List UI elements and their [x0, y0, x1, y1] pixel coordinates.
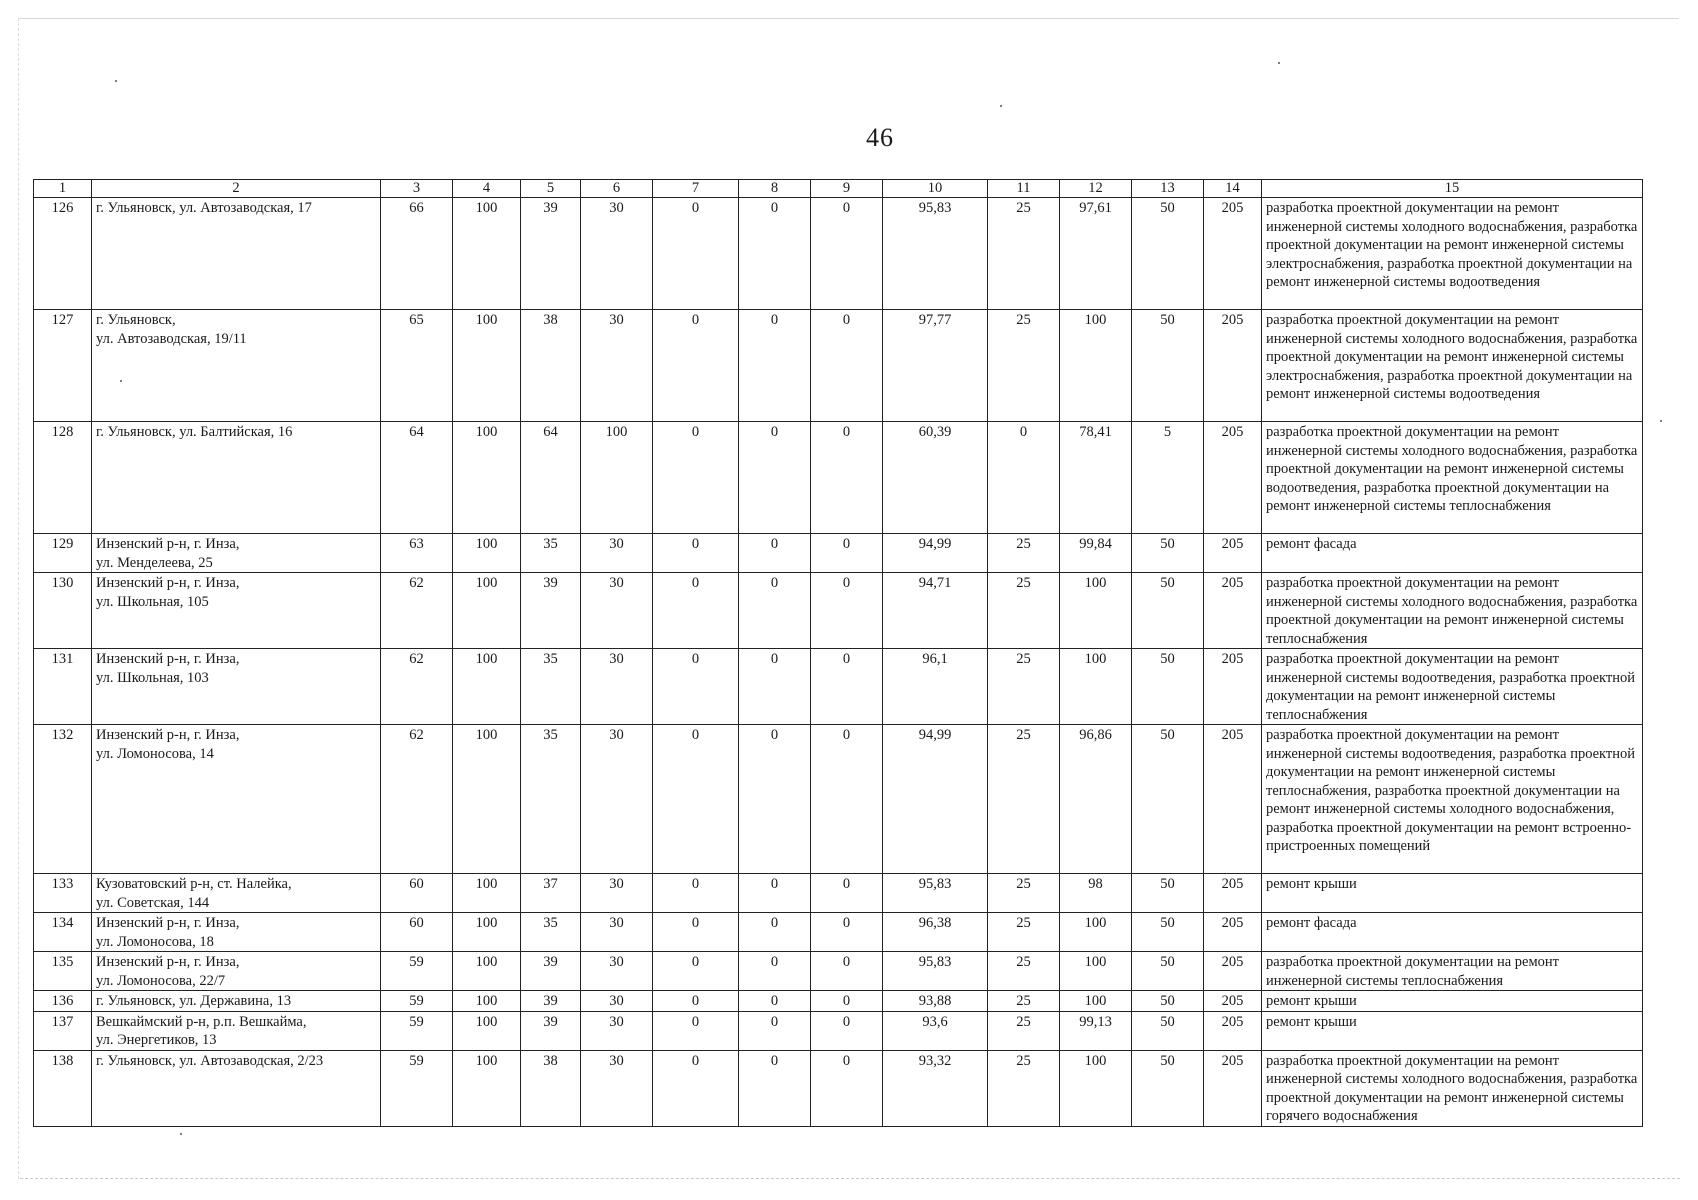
cell-row-index: 130: [34, 573, 92, 649]
cell-col-13: 50: [1132, 649, 1204, 725]
cell-work-description: ремонт крыши: [1262, 874, 1643, 913]
page-number: 46: [866, 123, 894, 152]
table-row: [34, 874, 1643, 913]
cell-col-14: 205: [1204, 913, 1262, 952]
table-row: [34, 1050, 1643, 1126]
cell-address: г. Ульяновск, ул. Автозаводская, 17: [92, 198, 381, 310]
cell-col-14: 205: [1204, 725, 1262, 874]
cell-col-5: 38: [521, 310, 581, 422]
cell-col-11: 0: [988, 422, 1060, 534]
cell-col-8: 0: [739, 649, 811, 725]
cell-col-4: 100: [453, 1011, 521, 1050]
cell-col-4: 100: [453, 725, 521, 874]
cell-col-6: 30: [581, 991, 653, 1012]
column-header-5: 5: [521, 180, 581, 198]
cell-col-11: 25: [988, 1011, 1060, 1050]
table-row: [34, 534, 1643, 573]
cell-col-10: 96,1: [883, 649, 988, 725]
table-row: [34, 725, 1643, 874]
cell-col-6: 30: [581, 534, 653, 573]
cell-col-4: 100: [453, 1050, 521, 1126]
cell-col-3: 64: [381, 422, 453, 534]
cell-col-3: 63: [381, 534, 453, 573]
cell-address: г. Ульяновск, ул. Автозаводская, 2/23: [92, 1050, 381, 1126]
table-row: [34, 913, 1643, 952]
cell-col-8: 0: [739, 310, 811, 422]
cell-col-4: 100: [453, 310, 521, 422]
cell-col-5: 39: [521, 952, 581, 991]
cell-address: г. Ульяновск, ул. Балтийская, 16: [92, 422, 381, 534]
cell-col-5: 35: [521, 725, 581, 874]
cell-address: Инзенский р-н, г. Инза, ул. Ломоносова, 22/7: [92, 952, 381, 991]
column-header-2: 2: [92, 180, 381, 198]
cell-col-5: 64: [521, 422, 581, 534]
cell-col-9: 0: [811, 649, 883, 725]
table-row: [34, 952, 1643, 991]
table-row: [34, 310, 1643, 422]
cell-col-11: 25: [988, 198, 1060, 310]
table-body: [34, 198, 1643, 1127]
cell-col-10: 93,88: [883, 991, 988, 1012]
cell-col-13: 50: [1132, 534, 1204, 573]
cell-col-7: 0: [653, 1011, 739, 1050]
column-header-8: 8: [739, 180, 811, 198]
cell-col-12: 97,61: [1060, 198, 1132, 310]
cell-col-10: 96,38: [883, 913, 988, 952]
cell-col-3: 59: [381, 952, 453, 991]
cell-address: Инзенский р-н, г. Инза, ул. Школьная, 103: [92, 649, 381, 725]
cell-col-8: 0: [739, 534, 811, 573]
cell-col-13: 50: [1132, 913, 1204, 952]
cell-col-3: 59: [381, 1011, 453, 1050]
cell-col-8: 0: [739, 874, 811, 913]
cell-col-8: 0: [739, 1050, 811, 1126]
column-header-9: 9: [811, 180, 883, 198]
cell-col-6: 30: [581, 310, 653, 422]
cell-work-description: разработка проектной документации на ремонт инженерной системы холодного водоснабжения, разработка проектной документации на ремонт инженерной системы водоотведения, разработка проектной документации на ремонт инженерной системы теплоснабжения: [1262, 422, 1643, 534]
table-row: [34, 573, 1643, 649]
cell-col-10: 97,77: [883, 310, 988, 422]
cell-col-13: 50: [1132, 991, 1204, 1012]
table-row: [34, 649, 1643, 725]
cell-col-3: 62: [381, 649, 453, 725]
cell-col-11: 25: [988, 649, 1060, 725]
cell-col-11: 25: [988, 913, 1060, 952]
cell-col-6: 30: [581, 1011, 653, 1050]
scan-edge-line: [20, 1178, 1680, 1179]
cell-col-9: 0: [811, 725, 883, 874]
cell-col-13: 50: [1132, 310, 1204, 422]
cell-col-4: 100: [453, 198, 521, 310]
cell-col-5: 35: [521, 913, 581, 952]
cell-col-4: 100: [453, 991, 521, 1012]
cell-col-13: 50: [1132, 874, 1204, 913]
cell-col-9: 0: [811, 913, 883, 952]
cell-col-12: 100: [1060, 573, 1132, 649]
cell-col-13: 50: [1132, 952, 1204, 991]
cell-row-index: 138: [34, 1050, 92, 1126]
cell-col-12: 96,86: [1060, 725, 1132, 874]
cell-col-9: 0: [811, 534, 883, 573]
cell-col-11: 25: [988, 874, 1060, 913]
cell-col-9: 0: [811, 874, 883, 913]
cell-work-description: разработка проектной документации на ремонт инженерной системы водоотведения, разработка проектной документации на ремонт инженерной системы теплоснабжения: [1262, 649, 1643, 725]
cell-col-7: 0: [653, 952, 739, 991]
scan-speck: [115, 80, 117, 82]
cell-col-11: 25: [988, 310, 1060, 422]
cell-col-4: 100: [453, 534, 521, 573]
cell-col-3: 62: [381, 573, 453, 649]
cell-col-12: 99,84: [1060, 534, 1132, 573]
table-row: [34, 1011, 1643, 1050]
cell-address: Вешкаймский р-н, р.п. Вешкайма, ул. Энергетиков, 13: [92, 1011, 381, 1050]
cell-col-4: 100: [453, 874, 521, 913]
cell-row-index: 134: [34, 913, 92, 952]
cell-col-5: 38: [521, 1050, 581, 1126]
column-header-1: 1: [34, 180, 92, 198]
cell-col-6: 30: [581, 725, 653, 874]
cell-col-9: 0: [811, 573, 883, 649]
cell-col-13: 50: [1132, 1050, 1204, 1126]
cell-work-description: разработка проектной документации на ремонт инженерной системы водоотведения, разработка проектной документации на ремонт инженерной системы теплоснабжения, разработка проектной документации на ремонт инженерной системы холодного водоснабжения, разработка проектной документации на ремонт встроенно-пристроенных помещений: [1262, 725, 1643, 874]
column-header-6: 6: [581, 180, 653, 198]
cell-row-index: 135: [34, 952, 92, 991]
cell-work-description: ремонт фасада: [1262, 534, 1643, 573]
cell-col-13: 50: [1132, 725, 1204, 874]
table-row: [34, 198, 1643, 310]
cell-col-8: 0: [739, 1011, 811, 1050]
cell-col-12: 98: [1060, 874, 1132, 913]
cell-address: г. Ульяновск, ул. Державина, 13: [92, 991, 381, 1012]
cell-col-10: 60,39: [883, 422, 988, 534]
cell-row-index: 133: [34, 874, 92, 913]
cell-col-12: 100: [1060, 913, 1132, 952]
cell-address: Инзенский р-н, г. Инза, ул. Ломоносова, 18: [92, 913, 381, 952]
cell-col-3: 59: [381, 991, 453, 1012]
cell-col-12: 100: [1060, 991, 1132, 1012]
cell-col-12: 100: [1060, 1050, 1132, 1126]
cell-col-6: 30: [581, 573, 653, 649]
cell-work-description: разработка проектной документации на ремонт инженерной системы холодного водоснабжения, разработка проектной документации на ремонт инженерной системы теплоснабжения: [1262, 573, 1643, 649]
cell-col-6: 30: [581, 952, 653, 991]
cell-col-7: 0: [653, 573, 739, 649]
cell-row-index: 127: [34, 310, 92, 422]
cell-col-3: 60: [381, 913, 453, 952]
cell-col-5: 39: [521, 573, 581, 649]
cell-col-12: 100: [1060, 952, 1132, 991]
cell-col-13: 50: [1132, 573, 1204, 649]
cell-work-description: ремонт фасада: [1262, 913, 1643, 952]
cell-col-3: 62: [381, 725, 453, 874]
cell-work-description: разработка проектной документации на ремонт инженерной системы теплоснабжения: [1262, 952, 1643, 991]
cell-row-index: 129: [34, 534, 92, 573]
cell-col-11: 25: [988, 991, 1060, 1012]
cell-col-8: 0: [739, 422, 811, 534]
column-header-11: 11: [988, 180, 1060, 198]
cell-col-13: 5: [1132, 422, 1204, 534]
cell-col-13: 50: [1132, 1011, 1204, 1050]
cell-col-14: 205: [1204, 1050, 1262, 1126]
cell-col-12: 99,13: [1060, 1011, 1132, 1050]
cell-row-index: 136: [34, 991, 92, 1012]
cell-col-14: 205: [1204, 310, 1262, 422]
cell-col-7: 0: [653, 310, 739, 422]
cell-col-5: 37: [521, 874, 581, 913]
table-row: [34, 422, 1643, 534]
column-header-7: 7: [653, 180, 739, 198]
cell-row-index: 137: [34, 1011, 92, 1050]
cell-row-index: 132: [34, 725, 92, 874]
scan-speck: [1278, 62, 1280, 64]
cell-row-index: 126: [34, 198, 92, 310]
column-header-10: 10: [883, 180, 988, 198]
cell-col-14: 205: [1204, 198, 1262, 310]
cell-col-11: 25: [988, 534, 1060, 573]
cell-col-12: 78,41: [1060, 422, 1132, 534]
cell-col-5: 39: [521, 1011, 581, 1050]
register-table: [33, 179, 1643, 1127]
column-header-15: 15: [1262, 180, 1643, 198]
cell-col-9: 0: [811, 422, 883, 534]
cell-address: г. Ульяновск, ул. Автозаводская, 19/11: [92, 310, 381, 422]
cell-col-7: 0: [653, 725, 739, 874]
cell-col-14: 205: [1204, 534, 1262, 573]
cell-col-4: 100: [453, 573, 521, 649]
cell-row-index: 131: [34, 649, 92, 725]
column-header-4: 4: [453, 180, 521, 198]
cell-col-14: 205: [1204, 952, 1262, 991]
cell-col-3: 66: [381, 198, 453, 310]
cell-col-10: 93,32: [883, 1050, 988, 1126]
cell-col-5: 39: [521, 198, 581, 310]
cell-col-4: 100: [453, 913, 521, 952]
cell-col-3: 65: [381, 310, 453, 422]
cell-col-11: 25: [988, 725, 1060, 874]
cell-col-6: 30: [581, 198, 653, 310]
cell-col-9: 0: [811, 1011, 883, 1050]
cell-work-description: разработка проектной документации на ремонт инженерной системы холодного водоснабжения, разработка проектной документации на ремонт инженерной системы горячего водоснабжения: [1262, 1050, 1643, 1126]
cell-col-10: 94,99: [883, 725, 988, 874]
cell-work-description: ремонт крыши: [1262, 991, 1643, 1012]
cell-col-10: 95,83: [883, 874, 988, 913]
cell-col-7: 0: [653, 198, 739, 310]
cell-col-4: 100: [453, 952, 521, 991]
cell-col-6: 30: [581, 649, 653, 725]
cell-col-7: 0: [653, 874, 739, 913]
cell-col-10: 93,6: [883, 1011, 988, 1050]
cell-col-9: 0: [811, 952, 883, 991]
cell-col-8: 0: [739, 725, 811, 874]
cell-address: Инзенский р-н, г. Инза, ул. Менделеева, 25: [92, 534, 381, 573]
cell-col-8: 0: [739, 952, 811, 991]
cell-col-6: 30: [581, 913, 653, 952]
cell-col-11: 25: [988, 1050, 1060, 1126]
cell-work-description: разработка проектной документации на ремонт инженерной системы холодного водоснабжения, разработка проектной документации на ремонт инженерной системы электроснабжения, разработка проектной документации на ремонт инженерной системы водоотведения: [1262, 310, 1643, 422]
cell-col-14: 205: [1204, 874, 1262, 913]
table-row: [34, 991, 1643, 1012]
cell-col-7: 0: [653, 991, 739, 1012]
cell-col-6: 30: [581, 1050, 653, 1126]
cell-col-6: 100: [581, 422, 653, 534]
cell-work-description: ремонт крыши: [1262, 1011, 1643, 1050]
cell-col-5: 35: [521, 649, 581, 725]
cell-col-14: 205: [1204, 1011, 1262, 1050]
column-header-12: 12: [1060, 180, 1132, 198]
cell-col-5: 35: [521, 534, 581, 573]
cell-col-14: 205: [1204, 573, 1262, 649]
cell-col-7: 0: [653, 534, 739, 573]
scan-speck: [1000, 105, 1002, 107]
cell-row-index: 128: [34, 422, 92, 534]
cell-col-14: 205: [1204, 649, 1262, 725]
cell-col-7: 0: [653, 913, 739, 952]
cell-col-12: 100: [1060, 649, 1132, 725]
cell-col-8: 0: [739, 913, 811, 952]
cell-col-14: 205: [1204, 991, 1262, 1012]
cell-col-10: 95,83: [883, 952, 988, 991]
scan-speck: [1660, 420, 1662, 422]
cell-col-7: 0: [653, 649, 739, 725]
cell-col-3: 59: [381, 1050, 453, 1126]
cell-col-5: 39: [521, 991, 581, 1012]
cell-address: Инзенский р-н, г. Инза, ул. Ломоносова, 14: [92, 725, 381, 874]
column-header-3: 3: [381, 180, 453, 198]
cell-col-14: 205: [1204, 422, 1262, 534]
cell-col-7: 0: [653, 1050, 739, 1126]
cell-col-11: 25: [988, 573, 1060, 649]
cell-col-9: 0: [811, 198, 883, 310]
cell-col-13: 50: [1132, 198, 1204, 310]
cell-col-3: 60: [381, 874, 453, 913]
cell-col-10: 95,83: [883, 198, 988, 310]
cell-col-9: 0: [811, 310, 883, 422]
cell-col-9: 0: [811, 991, 883, 1012]
cell-col-12: 100: [1060, 310, 1132, 422]
cell-address: Кузоватовский р-н, ст. Налейка, ул. Советская, 144: [92, 874, 381, 913]
column-header-13: 13: [1132, 180, 1204, 198]
cell-work-description: разработка проектной документации на ремонт инженерной системы холодного водоснабжения, разработка проектной документации на ремонт инженерной системы электроснабжения, разработка проектной документации на ремонт инженерной системы водоотведения: [1262, 198, 1643, 310]
cell-col-4: 100: [453, 649, 521, 725]
cell-col-10: 94,99: [883, 534, 988, 573]
cell-address: Инзенский р-н, г. Инза, ул. Школьная, 105: [92, 573, 381, 649]
cell-col-8: 0: [739, 573, 811, 649]
cell-col-6: 30: [581, 874, 653, 913]
column-number-row: [34, 180, 1643, 198]
column-header-14: 14: [1204, 180, 1262, 198]
cell-col-11: 25: [988, 952, 1060, 991]
cell-col-8: 0: [739, 198, 811, 310]
cell-col-4: 100: [453, 422, 521, 534]
cell-col-10: 94,71: [883, 573, 988, 649]
cell-col-9: 0: [811, 1050, 883, 1126]
cell-col-8: 0: [739, 991, 811, 1012]
cell-col-7: 0: [653, 422, 739, 534]
scan-speck: [180, 1133, 182, 1135]
scan-speck: [120, 380, 122, 382]
